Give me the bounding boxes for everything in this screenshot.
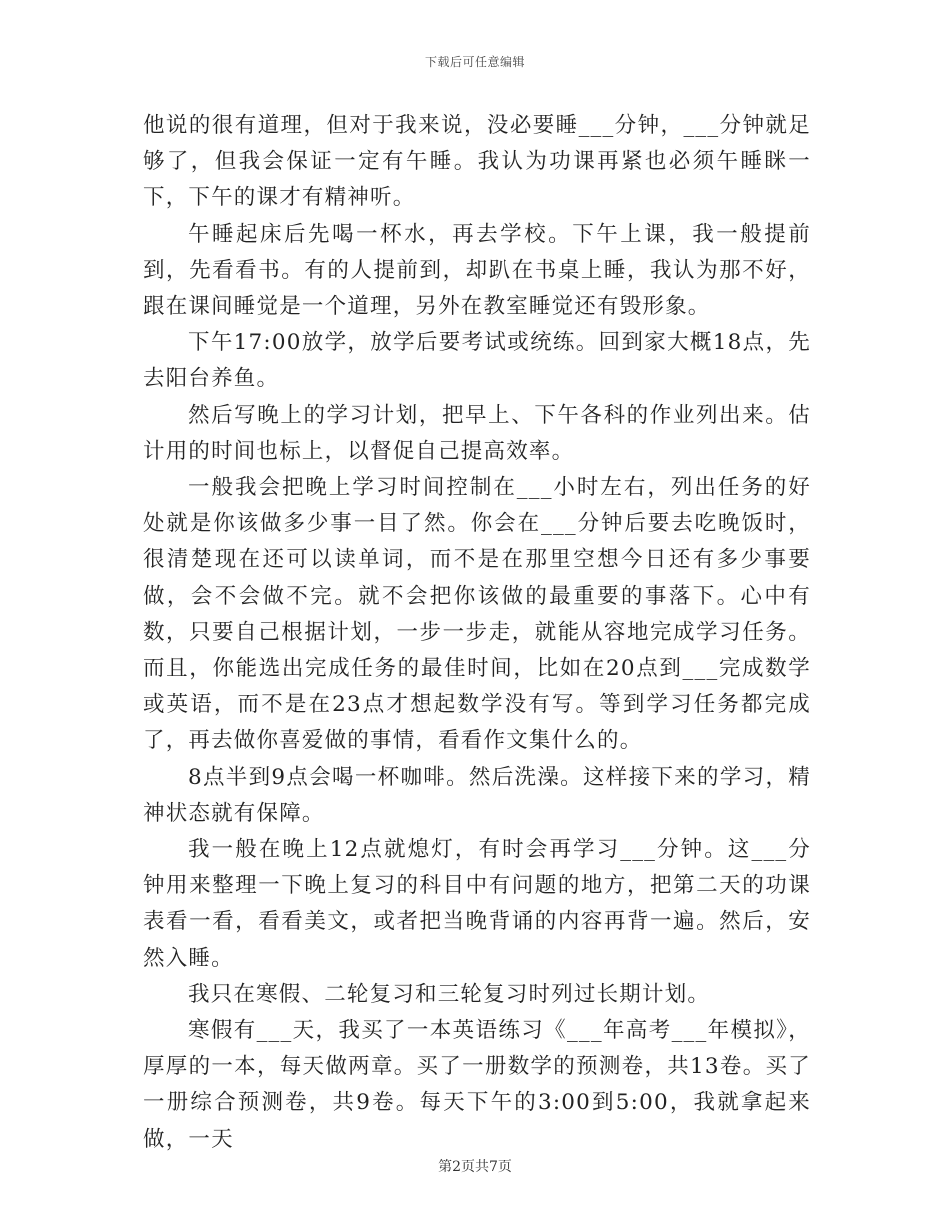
page-footer: 第2页共7页 xyxy=(438,1159,512,1175)
paragraph: 午睡起床后先喝一杯水，再去学校。下午上课，我一般提前到，先看看书。有的人提前到，却趴在书桌上睡，我认为那不好，跟在课间睡觉是一个道理，另外在教室睡觉还有毁形象。 xyxy=(143,221,811,320)
paragraph: 寒假有___天，我买了一本英语练习《___年高考___年模拟》，厚厚的一本，每天做两章。买了一册数学的预测卷，共13卷。买了一册综合预测卷，共9卷。每天下午的3:00到5:00，我就拿起来做，一天 xyxy=(143,1018,811,1152)
paragraph: 他说的很有道理，但对于我来说，没必要睡___分钟，___分钟就足够了，但我会保证一定有午睡。我认为功课再紧也必须午睡眯一下，下午的课才有精神听。 xyxy=(143,113,811,211)
paragraph: 一般我会把晚上学习时间控制在___小时左右，列出任务的好处就是你该做多少事一目了然。你会在___分钟后要去吃晚饭时，很清楚现在还可以读单词，而不是在那里空想今日还有多少事要做，会不会做不完。就不会把你该做的最重要的事落下。心中有数，只要自己根据计划，一步一步走，就能从容地完成学习任务。而且，你能选出完成任务的最佳时间，比如在20点到___完成数学或英语，而不是在23点才想起数学没有写。等到学习任务都完成了，再去做你喜爱做的事情，看看作文集什么的。 xyxy=(143,475,811,754)
paragraph: 下午17:00放学，放学后要考试或统练。回到家大概18点，先去阳台养鱼。 xyxy=(143,330,811,392)
document-body xyxy=(143,108,811,1158)
paragraph: 8点半到9点会喝一杯咖啡。然后洗澡。这样接下来的学习，精神状态就有保障。 xyxy=(143,764,811,826)
paragraph: 我只在寒假、二轮复习和三轮复习时列过长期计划。 xyxy=(188,981,711,1007)
paragraph: 我一般在晚上12点就熄灯，有时会再学习___分钟。这___分钟用来整理一下晚上复习的科目中有问题的地方，把第二天的功课表看一看，看看美文，或者把当晚背诵的内容再背一遍。然后，安然入睡。 xyxy=(143,837,811,971)
page-header: 下载后可任意编辑 xyxy=(424,55,525,69)
paragraph: 然后写晚上的学习计划，把早上、下午各科的作业列出来。估计用的时间也标上，以督促自己提高效率。 xyxy=(143,402,811,464)
